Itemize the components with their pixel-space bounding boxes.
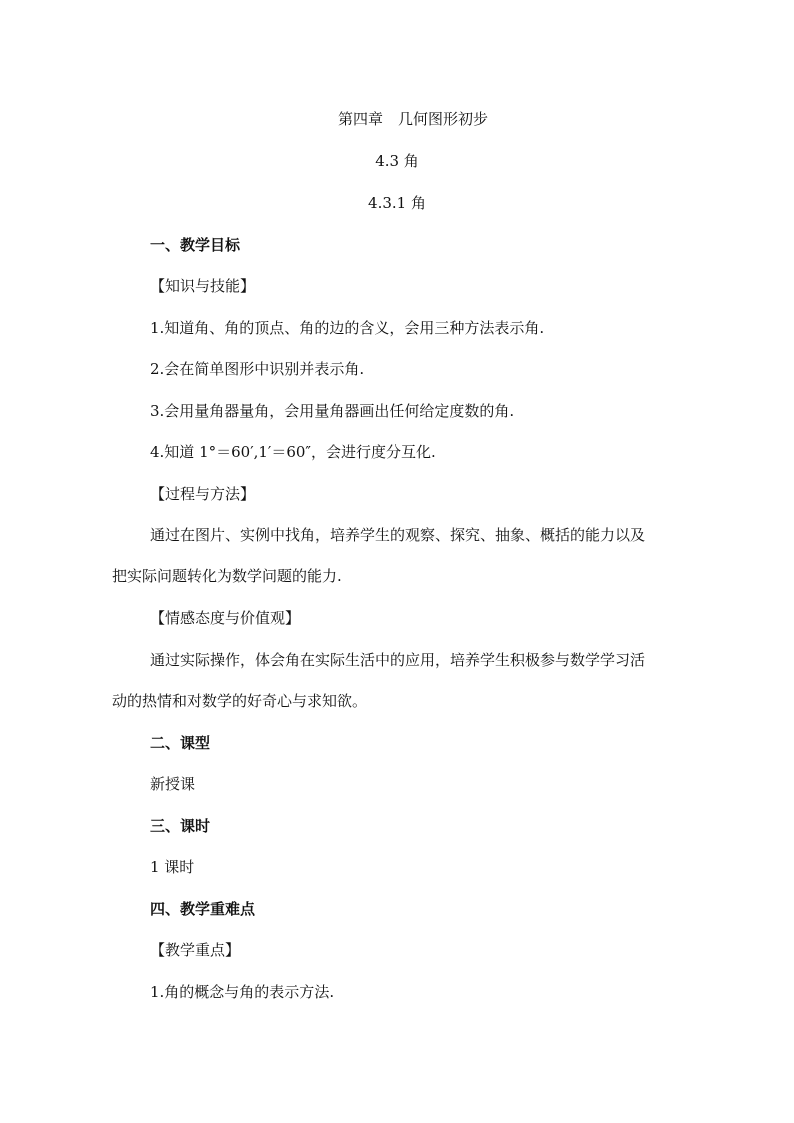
hours-value: 1 课时 (150, 858, 195, 876)
subsection-title: 4.3.1 角 (368, 194, 426, 212)
knowledge-item-4: 4.知道 1°＝60′,1′＝60″，会进行度分互化. (150, 443, 436, 461)
emotion-paragraph-line-2: 动的热情和对数学的好奇心与求知欲。 (112, 692, 368, 710)
type-value: 新授课 (150, 775, 196, 793)
chapter-title: 第四章 几何图形初步 (337, 110, 488, 128)
process-heading: 【过程与方法】 (150, 485, 256, 503)
process-paragraph-line-2: 把实际问题转化为数学问题的能力. (112, 567, 342, 585)
knowledge-item-1: 1.知道角、角的顶点、角的边的含义，会用三种方法表示角. (150, 319, 545, 337)
section-title: 4.3 角 (375, 152, 419, 170)
key-point-heading: 【教学重点】 (150, 941, 241, 959)
emotion-paragraph-line-1: 通过实际操作，体会角在实际生活中的应用，培养学生积极参与数学学习活 (150, 651, 646, 669)
process-paragraph-line-1: 通过在图片、实例中找角，培养学生的观察、探究、抽象、概括的能力以及 (150, 526, 646, 544)
emotion-heading: 【情感态度与价值观】 (150, 609, 301, 627)
knowledge-heading: 【知识与技能】 (150, 277, 256, 295)
hours-heading: 三、课时 (150, 817, 211, 835)
type-heading: 二、课型 (150, 734, 211, 752)
key-point-item-1: 1.角的概念与角的表示方法. (150, 983, 335, 1001)
knowledge-item-2: 2.会在简单图形中识别并表示角. (150, 360, 365, 378)
goals-heading: 一、教学目标 (150, 236, 241, 254)
knowledge-item-3: 3.会用量角器量角，会用量角器画出任何给定度数的角. (150, 402, 515, 420)
difficulty-heading: 四、教学重难点 (150, 900, 256, 918)
